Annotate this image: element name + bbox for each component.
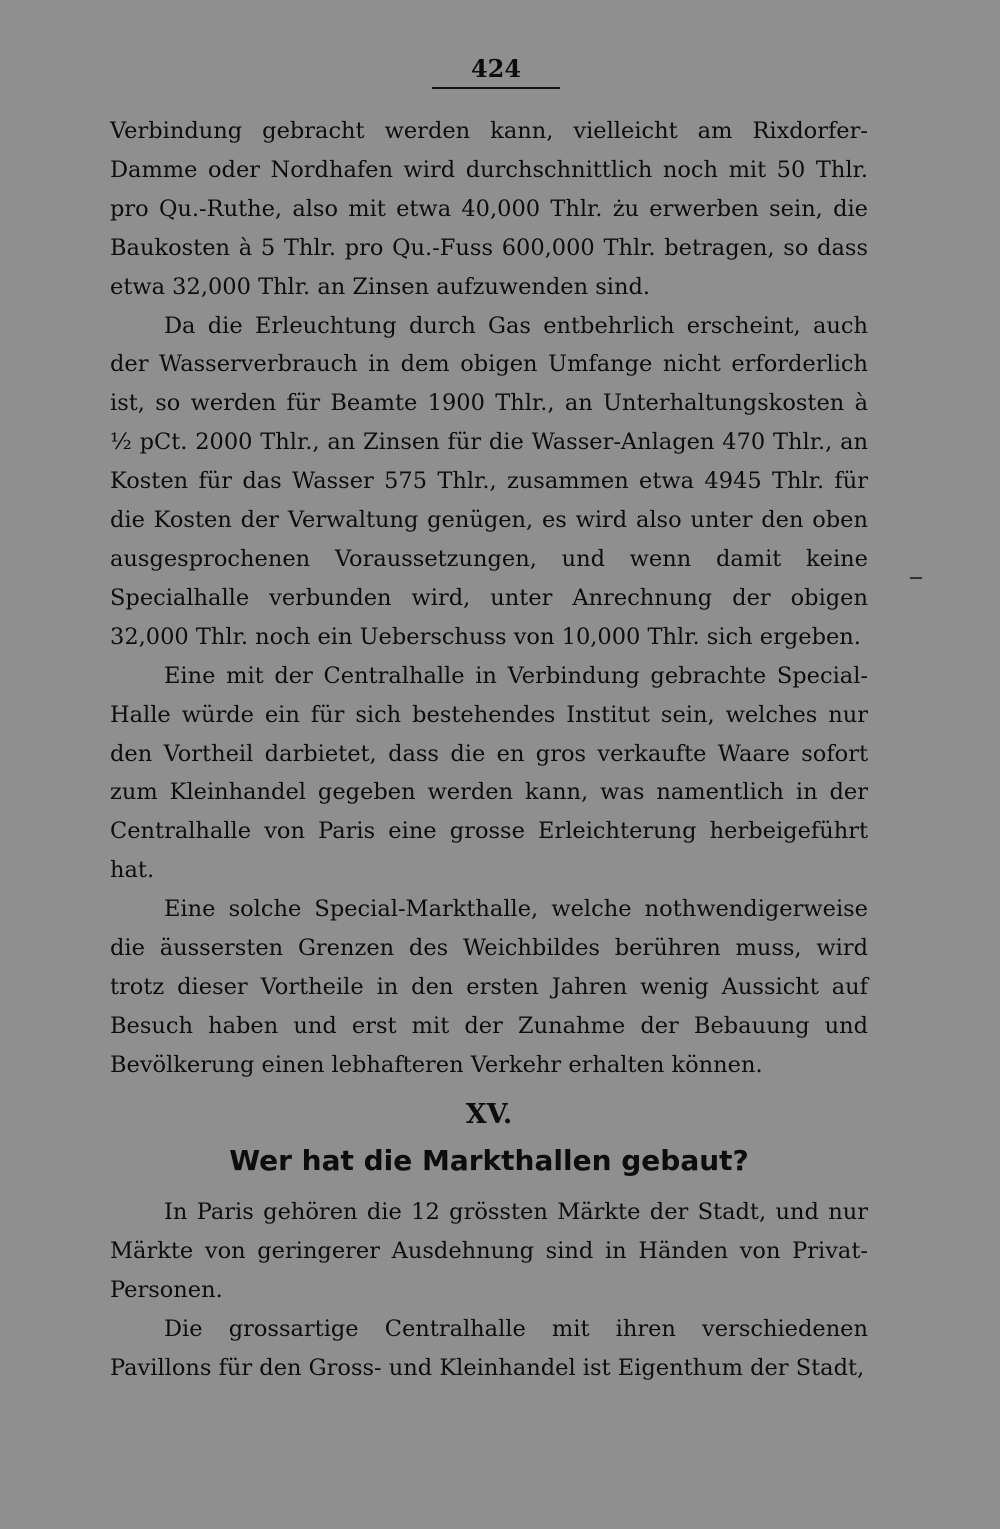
- header-rule: [432, 87, 560, 89]
- section-title: Wer hat die Markthallen gebaut?: [229, 1144, 749, 1177]
- paragraph-paris-markets: In Paris gehören die 12 grössten Märkte der Stadt, und nur Märkte von geringerer Ausdehnung sind in Händen von Privat-Personen.: [110, 1199, 868, 1303]
- paragraph-special-market: Eine solche Special-Markthalle, welche nothwendigerweise die äussersten Grenzen des Weichbildes berühren muss, wird trotz dieser Vortheile in den ersten Jahren wenig Aussicht auf Besuch haben und erst mit der Zunahme der Bebauung und Bevölkerung einen lebhafteren Verkehr erhalten können.: [110, 896, 868, 1078]
- section-number: XV.: [465, 1099, 513, 1130]
- text-block-top: [110, 112, 868, 1085]
- paragraph-lighting-costs: Da die Erleuchtung durch Gas entbehrlich erscheint, auch der Wasserverbrauch in dem obigen Umfange nicht erforderlich ist, so werden für Beamte 1900 Thlr., an Unterhaltungskosten à ½ pCt. 2000 Thlr., an Zinsen für die Wasser-Anlagen 470 Thlr., an Kosten für das Wasser 575 Thlr., zusammen etwa 4945 Thlr. für die Kosten der Verwaltung genügen, es wird also unter den oben ausgesprochenen Voraussetzungen, und wenn damit keine Specialhalle verbunden wird, unter Anrechnung der obigen 32,000 Thlr. noch ein Ueberschuss von 10,000 Thlr. sich ergeben.: [110, 312, 868, 650]
- paragraph-continued: Verbindung gebracht werden kann, vielleicht am Rixdorfer-Damme oder Nordhafen wird durchschnittlich noch mit 50 Thlr. pro Qu.-Ruthe, also mit etwa 40,000 Thlr. żu erwerben sein, die Baukosten à 5 Thlr. pro Qu.-Fuss 600,000 Thlr. betragen, so dass etwa 32,000 Thlr. an Zinsen aufzuwenden sind.: [110, 118, 868, 300]
- margin-mark: [910, 577, 922, 579]
- paragraph-centralhalle: Die grossartige Centralhalle mit ihren verschiedenen Pavillons für den Gross- und Kleinhandel ist Eigenthum der Stadt,: [110, 1315, 868, 1381]
- page-number: 424: [470, 54, 522, 83]
- page-header: [432, 54, 560, 89]
- paragraph-special-hall: Eine mit der Centralhalle in Verbindung gebrachte Special-Halle würde ein für sich bestehendes Institut sein, welches nur den Vortheil darbietet, dass die en gros verkaufte Waare sofort zum Kleinhandel gegeben werden kann, was namentlich in der Centralhalle von Paris eine grosse Erleichterung herbeigeführt hat.: [110, 662, 868, 884]
- text-block-bottom: [110, 1193, 868, 1388]
